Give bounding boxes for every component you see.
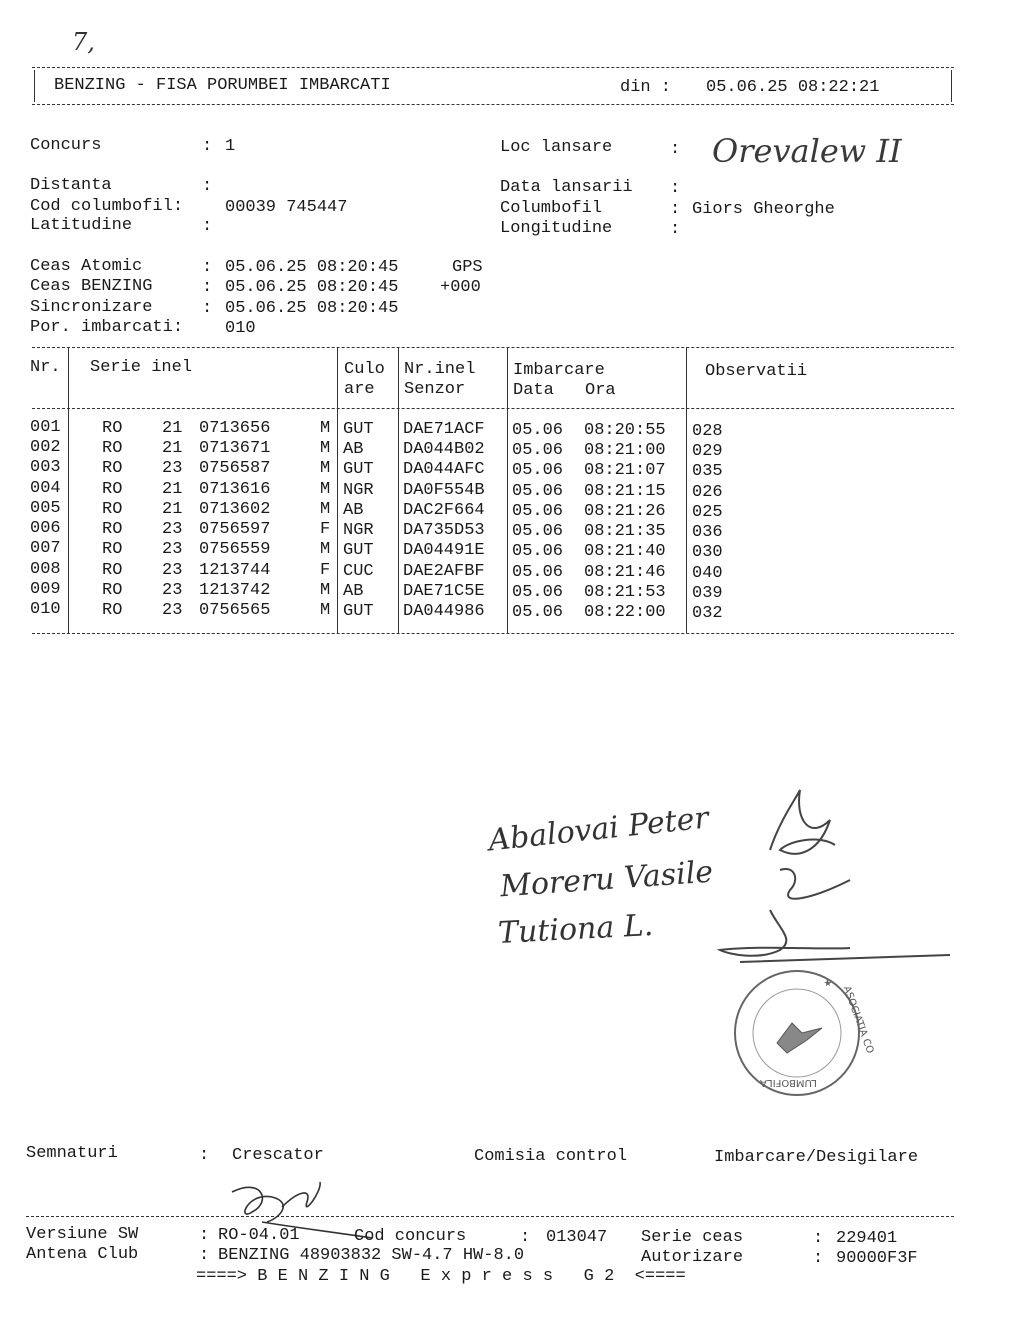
- table-row-inel: 1213742: [199, 581, 271, 600]
- table-row-tara: RO: [102, 520, 123, 539]
- table-row-obs: 028: [692, 422, 723, 441]
- columbofil-label: Columbofil: [500, 199, 603, 218]
- table-row-inel: 1213744: [199, 561, 271, 580]
- table-row-ora: 08:21:15: [584, 482, 666, 501]
- table-row-tara: RO: [102, 561, 123, 580]
- date-label: din :: [620, 78, 672, 97]
- data-lansarii-label: Data lansarii: [500, 178, 633, 197]
- table-row-data: 05.06: [512, 421, 564, 440]
- serie-ceas-value: 229401: [836, 1229, 898, 1248]
- table-row-senzor: DAE71ACF: [403, 420, 485, 439]
- table-header-separator: [32, 408, 954, 409]
- table-row-senzor: DA04491E: [403, 541, 485, 560]
- table-row-obs: 035: [692, 462, 723, 481]
- commission-signature-scribbles: [700, 780, 960, 1000]
- table-row-culoare: NGR: [343, 481, 374, 500]
- ceas-benzing-suffix: +000: [440, 278, 481, 297]
- table-row-senzor: DA044B02: [403, 440, 485, 459]
- serie-ceas-label: Serie ceas: [641, 1228, 744, 1247]
- col-divider: [398, 347, 399, 633]
- ceas-atomic-label: Ceas Atomic: [30, 257, 143, 276]
- columbofil-value: Giors Gheorghe: [692, 200, 835, 219]
- table-row-culoare: AB: [343, 440, 364, 459]
- colon: :: [202, 137, 213, 156]
- table-row-culoare: AB: [343, 501, 364, 520]
- header-nr-inel: Nr.inel: [404, 360, 476, 379]
- colon: :: [202, 177, 213, 196]
- table-row-obs: 040: [692, 564, 723, 583]
- table-row-sex: M: [320, 459, 331, 478]
- table-row-ora: 08:21:40: [584, 542, 666, 561]
- table-row-obs: 039: [692, 584, 723, 603]
- table-row-data: 05.06: [512, 563, 564, 582]
- table-row-tara: RO: [102, 459, 123, 478]
- table-row-culoare: GUT: [343, 541, 374, 560]
- table-row-an: 23: [162, 459, 183, 478]
- colon: :: [199, 1226, 210, 1245]
- cod-concurs-value: 013047: [546, 1228, 608, 1247]
- table-row-ora: 08:21:00: [584, 441, 666, 460]
- table-row-inel: 0713671: [199, 439, 271, 458]
- brand-line: ====> B E N Z I N G E x p r e s s G 2 <====: [196, 1267, 686, 1286]
- por-imbarcati-value: 010: [225, 319, 256, 338]
- colon: :: [670, 220, 681, 239]
- table-row-inel: 0713616: [199, 480, 271, 499]
- col-divider: [337, 347, 338, 633]
- colon: :: [670, 200, 681, 219]
- cod-columbofil-label: Cod columbofil:: [30, 197, 184, 216]
- commission-signature-name-3: Tutiona L.: [497, 907, 655, 952]
- table-row-nr: 002: [30, 438, 61, 457]
- colon: :: [202, 217, 213, 236]
- table-row-obs: 025: [692, 503, 723, 522]
- autorizare-label: Autorizare: [641, 1248, 744, 1267]
- header-senzor: Senzor: [404, 380, 466, 399]
- longitudine-label: Longitudine: [500, 219, 613, 238]
- table-row-nr: 009: [30, 580, 61, 599]
- header-nr: Nr.: [30, 358, 61, 377]
- table-row-obs: 036: [692, 523, 723, 542]
- table-row-inel: 0756559: [199, 540, 271, 559]
- table-row-culoare: GUT: [343, 602, 374, 621]
- table-row-culoare: CUC: [343, 562, 374, 581]
- table-row-senzor: DA0F554B: [403, 481, 485, 500]
- table-row-culoare: GUT: [343, 420, 374, 439]
- antena-club-value: BENZING 48903832 SW-4.7 HW-8.0: [218, 1246, 525, 1265]
- table-row-nr: 004: [30, 479, 61, 498]
- versiune-sw-value: RO-04.01: [218, 1226, 300, 1245]
- table-row-tara: RO: [102, 601, 123, 620]
- colon: :: [202, 299, 213, 318]
- versiune-sw-label: Versiune SW: [26, 1225, 139, 1244]
- table-row-an: 21: [162, 480, 183, 499]
- table-row-sex: M: [320, 601, 331, 620]
- stamp-text-bottom: LUMBOFILA: [760, 1077, 817, 1088]
- date-value: 05.06.25 08:22:21: [706, 78, 880, 97]
- table-row-senzor: DAE2AFBF: [403, 562, 485, 581]
- col-divider: [686, 347, 687, 633]
- ceas-benzing-label: Ceas BENZING: [30, 277, 153, 296]
- header-culo: Culo: [344, 360, 385, 379]
- table-row-obs: 030: [692, 543, 723, 562]
- imbarcare-desigilare-label: Imbarcare/Desigilare: [714, 1148, 919, 1167]
- sincronizare-value: 05.06.25 08:20:45: [225, 299, 399, 318]
- table-row-data: 05.06: [512, 522, 564, 541]
- header-are: are: [344, 380, 375, 399]
- concurs-label: Concurs: [30, 136, 102, 155]
- table-row-an: 23: [162, 581, 183, 600]
- ceas-atomic-suffix: GPS: [452, 258, 483, 277]
- table-row-sex: M: [320, 480, 331, 499]
- col-divider: [68, 347, 69, 633]
- table-row-data: 05.06: [512, 441, 564, 460]
- header-serie-inel: Serie inel: [90, 358, 193, 377]
- table-row-data: 05.06: [512, 461, 564, 480]
- table-row-ora: 08:21:26: [584, 502, 666, 521]
- header-right-border: [951, 70, 952, 102]
- table-row-an: 21: [162, 439, 183, 458]
- table-row-nr: 001: [30, 418, 61, 437]
- table-row-data: 05.06: [512, 502, 564, 521]
- table-row-ora: 08:21:07: [584, 461, 666, 480]
- latitudine-label: Latitudine: [30, 216, 133, 235]
- ceas-atomic-value: 05.06.25 08:20:45: [225, 258, 399, 277]
- table-row-nr: 008: [30, 560, 61, 579]
- commission-signature-name-1: Abalovai Peter: [486, 800, 711, 859]
- colon: :: [520, 1228, 531, 1247]
- table-row-nr: 006: [30, 519, 61, 538]
- antena-club-label: Antena Club: [26, 1245, 139, 1264]
- table-top-border: [32, 347, 954, 348]
- por-imbarcati-label: Por. imbarcati:: [30, 318, 184, 337]
- table-row-an: 23: [162, 540, 183, 559]
- page-number-note: 7,: [72, 28, 95, 56]
- table-row-data: 05.06: [512, 482, 564, 501]
- colon: :: [670, 179, 681, 198]
- table-row-tara: RO: [102, 581, 123, 600]
- table-row-an: 23: [162, 520, 183, 539]
- table-row-nr: 007: [30, 539, 61, 558]
- table-row-sex: M: [320, 439, 331, 458]
- header-top-border: [32, 67, 954, 68]
- table-row-ora: 08:20:55: [584, 421, 666, 440]
- table-row-culoare: NGR: [343, 521, 374, 540]
- loc-lansare-handwritten: Orevalew II: [712, 132, 902, 170]
- table-row-ora: 08:21:53: [584, 583, 666, 602]
- table-row-an: 23: [162, 601, 183, 620]
- page-title: BENZING - FISA PORUMBEI IMBARCATI: [54, 76, 391, 95]
- table-row-obs: 032: [692, 604, 723, 623]
- table-row-nr: 005: [30, 499, 61, 518]
- colon: :: [199, 1246, 210, 1265]
- header-bottom-border: [32, 104, 954, 105]
- table-row-sex: F: [320, 561, 331, 580]
- crescator-label: Crescator: [232, 1146, 324, 1165]
- table-row-sex: M: [320, 540, 331, 559]
- header-observatii: Observatii: [705, 362, 808, 381]
- colon: :: [202, 258, 213, 277]
- table-row-tara: RO: [102, 419, 123, 438]
- header-imbarcare: Imbarcare: [513, 361, 605, 380]
- table-bottom-border: [32, 633, 954, 634]
- table-row-sex: M: [320, 581, 331, 600]
- table-row-data: 05.06: [512, 542, 564, 561]
- table-row-data: 05.06: [512, 603, 564, 622]
- header-left-border: [34, 70, 35, 102]
- table-row-an: 23: [162, 561, 183, 580]
- table-row-sex: F: [320, 520, 331, 539]
- table-row-inel: 0756565: [199, 601, 271, 620]
- table-row-nr: 010: [30, 600, 61, 619]
- header-data: Data: [513, 381, 554, 400]
- table-row-senzor: DA044986: [403, 602, 485, 621]
- table-row-data: 05.06: [512, 583, 564, 602]
- table-row-senzor: DA044AFC: [403, 460, 485, 479]
- cod-concurs-label: Cod concurs: [354, 1227, 467, 1246]
- concurs-value: 1: [225, 137, 236, 156]
- loc-lansare-label: Loc lansare: [500, 138, 613, 157]
- table-row-senzor: DAC2F664: [403, 501, 485, 520]
- table-row-tara: RO: [102, 500, 123, 519]
- comisia-control-label: Comisia control: [474, 1147, 628, 1166]
- header-ora: Ora: [585, 381, 616, 400]
- table-row-nr: 003: [30, 458, 61, 477]
- table-row-an: 21: [162, 500, 183, 519]
- table-row-obs: 029: [692, 442, 723, 461]
- table-row-sex: M: [320, 419, 331, 438]
- ceas-benzing-value: 05.06.25 08:20:45: [225, 278, 399, 297]
- table-row-ora: 08:22:00: [584, 603, 666, 622]
- colon: :: [199, 1146, 210, 1165]
- table-row-ora: 08:21:35: [584, 522, 666, 541]
- colon: :: [202, 278, 213, 297]
- table-row-senzor: DAE71C5E: [403, 582, 485, 601]
- footer-separator: [26, 1216, 954, 1217]
- semnaturi-label: Semnaturi: [26, 1144, 118, 1163]
- table-row-inel: 0713602: [199, 500, 271, 519]
- col-divider: [507, 347, 508, 633]
- table-row-inel: 0713656: [199, 419, 271, 438]
- table-row-obs: 026: [692, 483, 723, 502]
- colon: :: [813, 1249, 824, 1268]
- table-row-inel: 0756587: [199, 459, 271, 478]
- autorizare-value: 90000F3F: [836, 1249, 918, 1268]
- table-row-sex: M: [320, 500, 331, 519]
- table-row-tara: RO: [102, 439, 123, 458]
- table-row-ora: 08:21:46: [584, 563, 666, 582]
- table-row-inel: 0756597: [199, 520, 271, 539]
- table-row-tara: RO: [102, 540, 123, 559]
- table-row-culoare: AB: [343, 582, 364, 601]
- commission-signature-name-2: Moreru Vasile: [499, 854, 715, 905]
- table-row-an: 21: [162, 419, 183, 438]
- table-row-senzor: DA735D53: [403, 521, 485, 540]
- table-row-tara: RO: [102, 480, 123, 499]
- distanta-label: Distanta: [30, 176, 112, 195]
- colon: :: [813, 1229, 824, 1248]
- table-row-culoare: GUT: [343, 460, 374, 479]
- colon: :: [670, 140, 681, 159]
- stamp-text-top: ASOCIATIA CO: [840, 984, 876, 1056]
- sincronizare-label: Sincronizare: [30, 298, 153, 317]
- cod-columbofil-value: 00039 745447: [225, 198, 348, 217]
